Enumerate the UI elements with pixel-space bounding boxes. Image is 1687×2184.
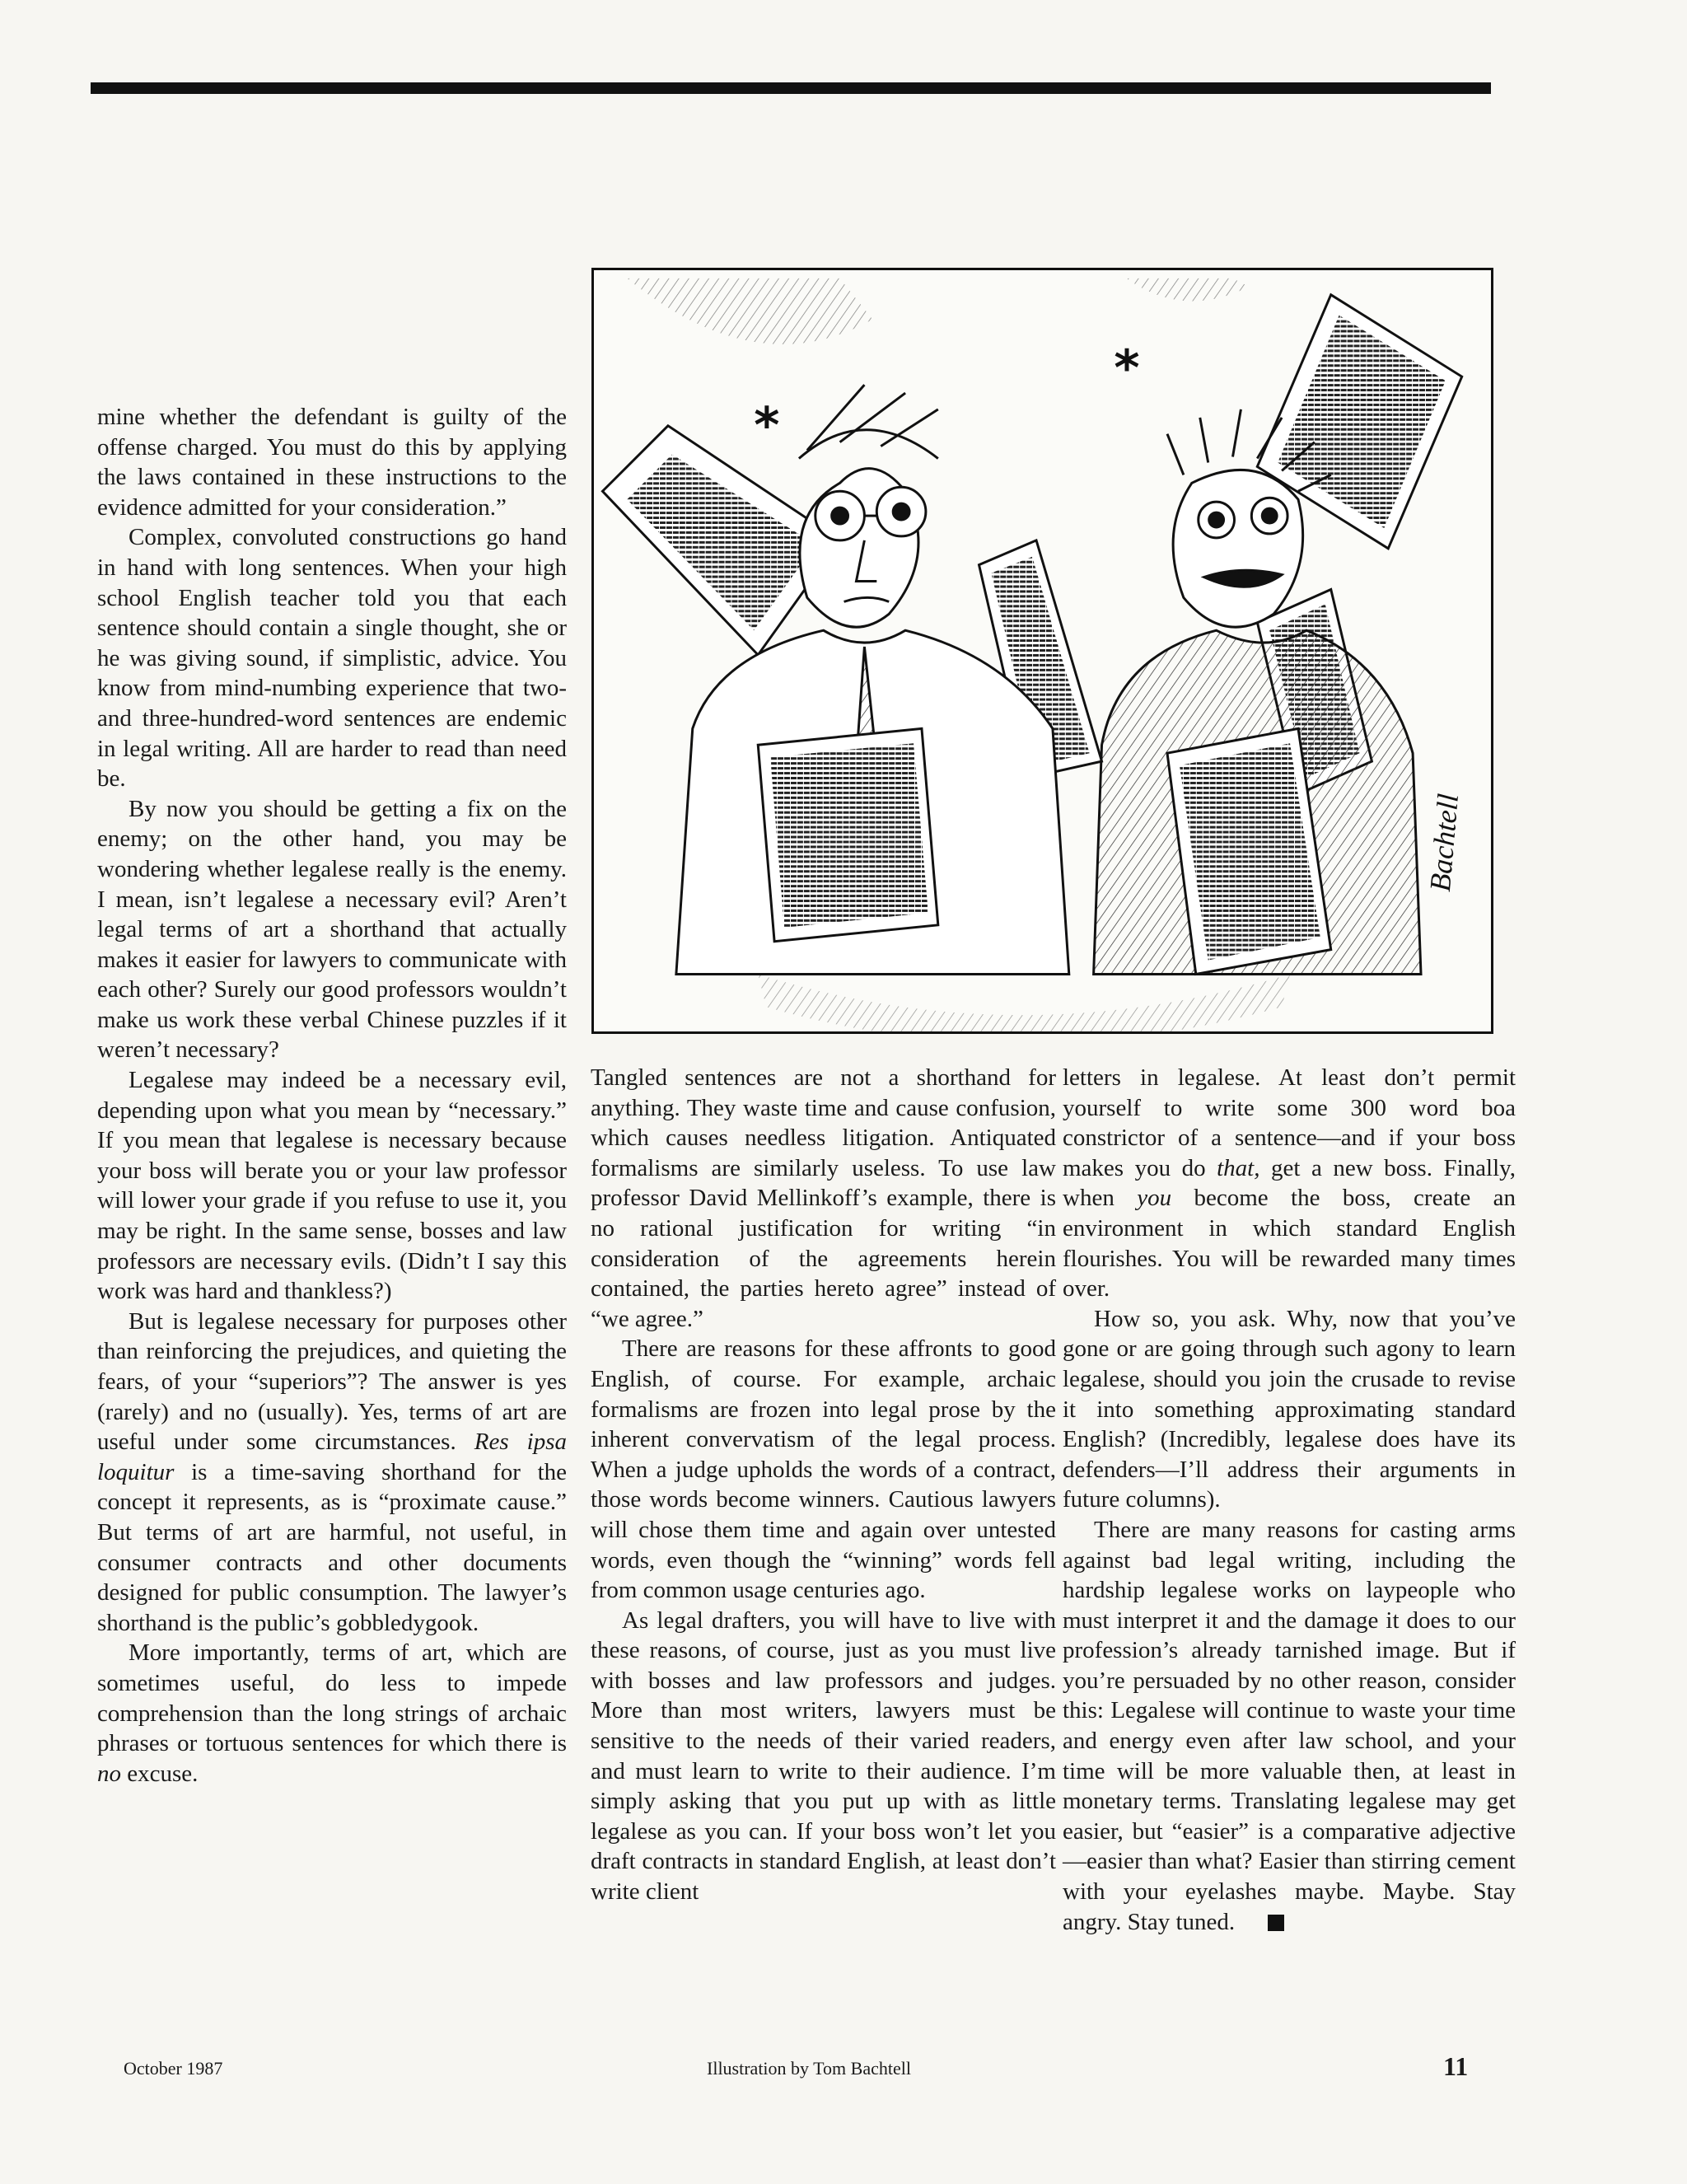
artist-signature: Bachtell [1423,792,1465,893]
page-number: 11 [1443,2051,1469,2081]
illustration-credit: Illustration by Tom Bachtell [707,2058,911,2079]
italic-term: you [1137,1185,1172,1212]
asterisk-icon: * [754,397,780,455]
paragraph [97,1307,567,1639]
text-run: But is legalese necessary for purposes other than reinforcing the prejudices, and quieting the fears, of your “superiors”? The answer is yes (rarely) and no (usually). Yes, terms of art are useful under some circumstances. [97,1307,567,1456]
paragraph: As legal drafters, you will have to live with these reasons, of course, just as you must live with bosses and law professors and judges. More than most writers, lawyers must be sensitive to the needs of their varied readers, and must learn to write to their audience. I’m simply asking that you put up with as little legalese as you can. If your boss won’t let you draft contracts in standard English, at least don’t write client [591,1606,1056,1906]
text-run: excuse. [127,1760,199,1787]
top-rule [91,82,1491,94]
paragraph: Tangled sentences are not a shorthand for anything. They waste time and cause confusion, which causes needless litigation. Antiquated formalisms are similarly useless. To use law professor David Mellinkoff’s example, there is no rational justification for writing “in consideration of the agreements herein contained, the parties hereto agree” instead of “we agree.” [591,1064,1056,1332]
text-run: get a new boss. Finally, when [1063,1154,1516,1212]
text-run: letters in legalese. At least don’t permit yourself to write some 300 word boa constrictor of a sentence—and if your boss makes you do [1063,1064,1516,1181]
paragraph [97,1638,567,1789]
asterisk-icon: * [1114,340,1140,398]
paragraph: How so, you ask. Why, now that you’ve gone or are going through such agony to learn legalese, should you join the crusade to revise it into something approximating standard English? (Incredibly, legalese does have its defenders—I’ll address their arguments in future columns). [1063,1305,1516,1513]
text-run: More importantly, terms of art, which are sometimes useful, do less to impede comprehension than the long strings of archaic phrases or tortuous sentences for which there is [97,1639,567,1757]
paragraph: There are reasons for these affronts to good English, of course. For example, archaic formalisms are frozen into legal prose by the inherent convervatism of the legal process. When a judge upholds the words of a contract, those words become winners. Cautious lawyers will chose them time and again over untested words, even though the “winning” words fell from common usage centuries ago. [591,1335,1056,1604]
italic-term: Res ipsa loquitur [97,1429,567,1485]
cartoon-drawing [594,270,1491,1031]
cartoon-illustration [591,268,1493,1034]
held-document [758,728,938,941]
paragraph: mine whether the defendant is guilty of the offense charged. You must do this by applying the laws contained in these instructions to the evidence admitted for your consideration.” [97,404,567,521]
text-run: is a time-saving shorthand for the concept it represents, as is “proximate cause.” But terms of art are harmful, not useful, in consumer contracts and other documents designed for public consumption. The lawyer’s shorthand is the public’s gobbledygook. [97,1458,568,1636]
article-column-2 [591,1063,1056,1907]
paragraph: By now you should be getting a fix on the enemy; on the other hand, you may be wondering whether legalese really is the enemy. I mean, isn’t legalese a necessary evil? Aren’t legal terms of art a shorthand that actually makes it easier for lawyers to communicate with each other? Surely our good professors wouldn’t make us work these verbal Chinese puzzles if it weren’t necessary? [97,795,567,1064]
end-mark-icon [1268,1915,1284,1931]
italic-term: that, [1217,1154,1260,1181]
text-run: There are many reasons for casting arms against bad legal writing, including the hardship legalese works on laypeople who must interpret it and the damage it does to our profession’s already tarnished image. But if you’re persuaded by no other reason, consider this: Legalese will continue to waste your time and energy even after law school, and your time will be more valuable then, at least in monetary terms. Translating legalese may get easier, but “easier” is a comparative adjective—easier than what? Easier than stirring cement with your eyelashes maybe. Maybe. Stay angry. Stay tuned. [1063,1516,1516,1935]
paragraph [1063,1063,1516,1304]
italic-term: no [97,1760,121,1787]
paragraph: Complex, convoluted constructions go hand in hand with long sentences. When your high school English teacher told you that each sentence should contain a single thought, she or he was giving sound, if simplistic, advice. You know from mind-numbing experience that two- and three-hundred-word sentences are endemic in legal writing. All are harder to read than need be. [97,524,567,793]
paragraph: Legalese may indeed be a necessary evil, depending upon what you mean by “necessary.” If you mean that legalese is necessary because your boss will berate you or your law professor will lower your grade if you refuse to use it, you may be right. In the same sense, bosses and law professors are necessary evils. (Didn’t I say this work was hard and thankless?) [97,1067,567,1305]
article-column-3 [1063,1063,1516,1937]
article-column-1 [97,402,567,1789]
text-run: become the boss, create an environment in which standard English flourishes. You will be rewarded many times over. [1063,1185,1516,1302]
footer-date: October 1987 [124,2058,223,2079]
paragraph [1063,1515,1516,1937]
